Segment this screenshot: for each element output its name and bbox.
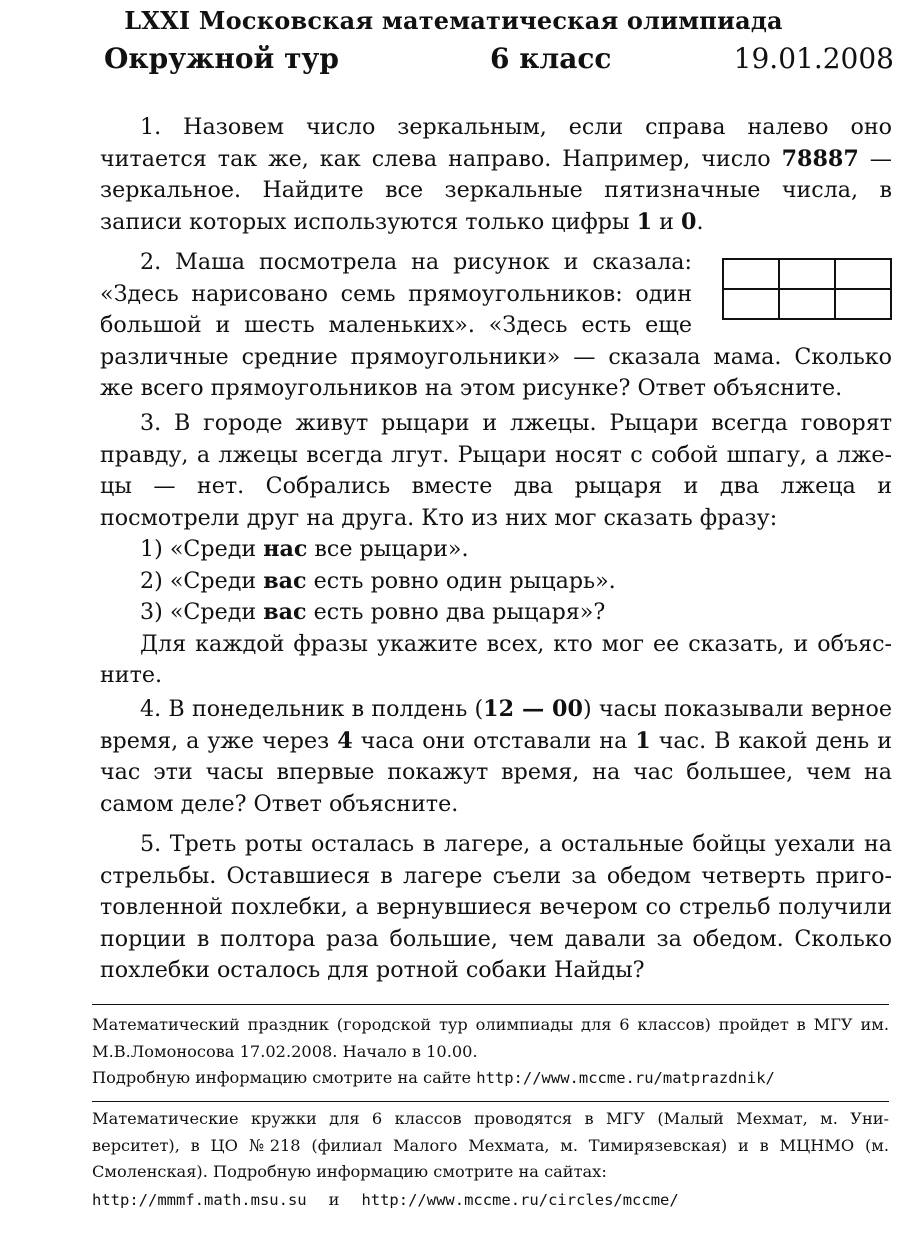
phrase-bold: вас [263,567,307,594]
bold-time: 12 — 00 [483,696,583,722]
phrase-number: 2) [140,567,163,594]
problem-2-text [100,247,892,405]
problem-3-text [100,408,892,534]
problem-3-text-end: Для каждой фразы укажите всех, кто мог ее сказать, и объяс-ните. [100,630,892,688]
phrase-number: 1) [140,536,163,562]
problem-number: 4. [140,696,162,722]
circles-sites [92,1190,679,1209]
divider-rule [92,1101,889,1102]
problem-4-text [100,694,892,820]
problem-5-text [100,829,892,987]
circles-url-link[interactable]: http://www.mccme.ru/circles/mccme/ [361,1191,679,1209]
problem-text: час. В какой день и час эти часы впервые покажут время, на час большее, чем на самом деле? Ответ объясните. [100,727,892,817]
problem-2 [100,247,892,405]
festival-notice-info [92,1065,889,1092]
problem-text: Треть роты осталась в лагере, а остальные бойцы уехали на стрельбы. Оставшиеся в лагере съели за обедом четверть приго-товленной похлебки, а вернувшиеся вечером со стрельб получили порции в полтора раза большие, чем давали за обедом. Сколько похлебки осталось для ротной собаки Найды? [100,831,892,983]
figure-spacer [692,247,892,335]
phrase-item [100,566,892,598]
problem-5 [100,829,892,987]
festival-url-link[interactable]: http://www.mccme.ru/matprazdnik/ [476,1069,775,1087]
problem-text: Назовем число зеркальным, если справа налево оно читается так же, как слева направо. Например, число [100,114,892,172]
phrase-text: есть ровно один рыцарь». [306,567,616,594]
problem-text: и [652,208,681,235]
grade-label: 6 класс [490,42,612,75]
circles-notice-text: Математические кружки для 6 классов проводятся в МГУ (Малый Мехмат, м. Уни-верситет), в ЦО №218 (филиал Малого Мехмата, м. Тимирязевская) и в МЦНМО (м. Смоленская). Подробную информацию смотрите на сайтах: [92,1109,889,1181]
problem-1-text [100,112,892,238]
problem-1 [100,112,892,238]
divider-rule [92,1004,889,1005]
problem-text: В городе живут рыцари и лжецы. Рыцари всегда говорят правду, а лжецы всегда лгут. Рыцари носят с собой шпагу, а лже-цы — нет. Собрались вместе два рыцаря и два лжеца и посмотрели друг на друга. Кто из них мог сказать фразу: [100,410,893,531]
festival-notice-text: Математический праздник (городской тур олимпиады для 6 классов) пройдет в МГУ им. М.В.Ломоносова 17.02.2008. Начало в 10.00. [92,1015,889,1061]
phrase-list [100,534,892,629]
round-label: Окружной тур [104,42,339,75]
problem-number: 3. [140,410,162,436]
problem-text: ) часы показывали верное время, а уже через [100,696,892,754]
info-prefix: Подробную информацию смотрите на сайте [92,1068,477,1087]
bold-digit: 1 [635,727,651,754]
problem-text: — зеркальное. Найдите все зеркальные пятизначные числа, в записи которых используются только цифры [100,145,892,235]
phrase-text: «Среди [169,567,264,594]
problem-number: 2. [140,249,162,275]
problem-text: Маша посмотрела на рисунок и сказала: «Здесь нарисовано семь прямоугольников: один большой и шесть маленьких». «Здесь есть еще различные средние прямоугольники» — сказала мама. Сколько же всего прямоугольников на этом рисунке? Ответ объясните. [100,249,892,401]
phrase-bold: нас [263,536,308,562]
bold-number: 78887 [781,145,859,172]
festival-notice [92,1012,889,1092]
problem-text: часа они отставали на [352,727,636,754]
header-row [104,42,894,82]
problem-text: . [696,208,704,235]
phrase-item [100,597,892,629]
and-separator: и [328,1190,340,1209]
problem-number: 1. [140,114,162,140]
phrase-text: все рыцари». [307,536,469,562]
phrase-text: «Среди [169,599,264,625]
circles-notice [92,1106,889,1186]
phrase-text: «Среди [169,536,264,562]
phrase-text: есть ровно два рыцаря»? [306,599,606,625]
phrase-number: 3) [140,599,163,625]
problem-number: 5. [140,831,162,857]
problem-4 [100,694,892,820]
problem-3 [100,408,892,692]
page-title: LXXI Московская математическая олимпиада [124,6,783,35]
bold-digit: 1 [636,208,653,235]
bold-digit: 4 [337,727,353,754]
mmmf-url-link[interactable]: http://mmmf.math.msu.su [92,1191,307,1209]
date-label: 19.01.2008 [733,42,894,75]
phrase-bold: вас [263,599,307,625]
phrase-item [100,534,892,566]
bold-digit: 0 [681,208,697,235]
problem-text: В понедельник в полдень ( [168,696,484,722]
